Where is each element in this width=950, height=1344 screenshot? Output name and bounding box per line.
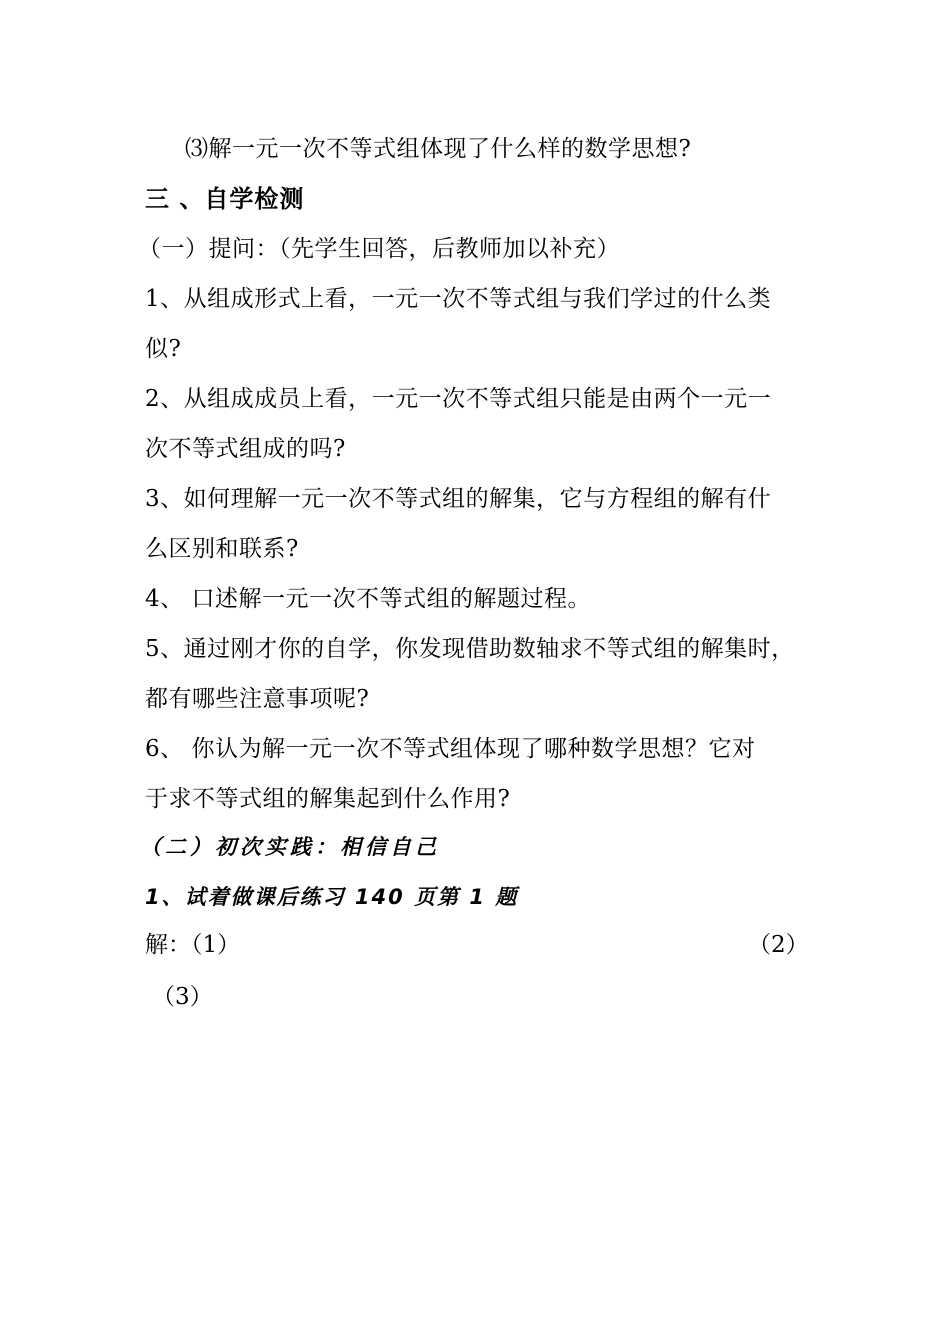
list-item: 2、从组成成员上看，一元一次不等式组只能是由两个一元一 xyxy=(145,386,772,412)
list-item: 3、如何理解一元一次不等式组的解集，它与方程组的解有什 xyxy=(145,486,772,512)
list-item: 次不等式组成的吗? xyxy=(145,436,346,462)
solution-part-3: （3） xyxy=(152,984,213,1010)
list-item: 5、通过刚才你的自学，你发现借助数轴求不等式组的解集时， xyxy=(145,636,795,662)
list-item: 4、 口述解一元一次不等式组的解题过程。 xyxy=(145,586,591,612)
subheading-questions: （一）提问：（先学生回答，后教师加以补充） xyxy=(138,236,620,262)
exercise-line: 1、试着做课后练习 140 页第 1 题 xyxy=(145,885,519,909)
solution-label: 解：（1） xyxy=(145,932,241,958)
list-item: 似? xyxy=(145,336,182,362)
solution-part-2: （2） xyxy=(748,932,809,958)
list-item: 6、 你认为解一元一次不等式组体现了哪种数学思想？它对 xyxy=(145,736,756,762)
list-item: 么区别和联系? xyxy=(145,536,299,562)
question-3-line: ⑶解一元一次不等式组体现了什么样的数学思想? xyxy=(185,136,692,162)
section-heading: 三 、自学检测 xyxy=(145,185,305,213)
list-item: 1、从组成形式上看，一元一次不等式组与我们学过的什么类 xyxy=(145,286,772,312)
list-item: 都有哪些注意事项呢? xyxy=(145,686,370,712)
subheading-practice: （二）初次实践：相信自己 xyxy=(140,835,440,859)
list-item: 于求不等式组的解集起到什么作用? xyxy=(145,786,511,812)
